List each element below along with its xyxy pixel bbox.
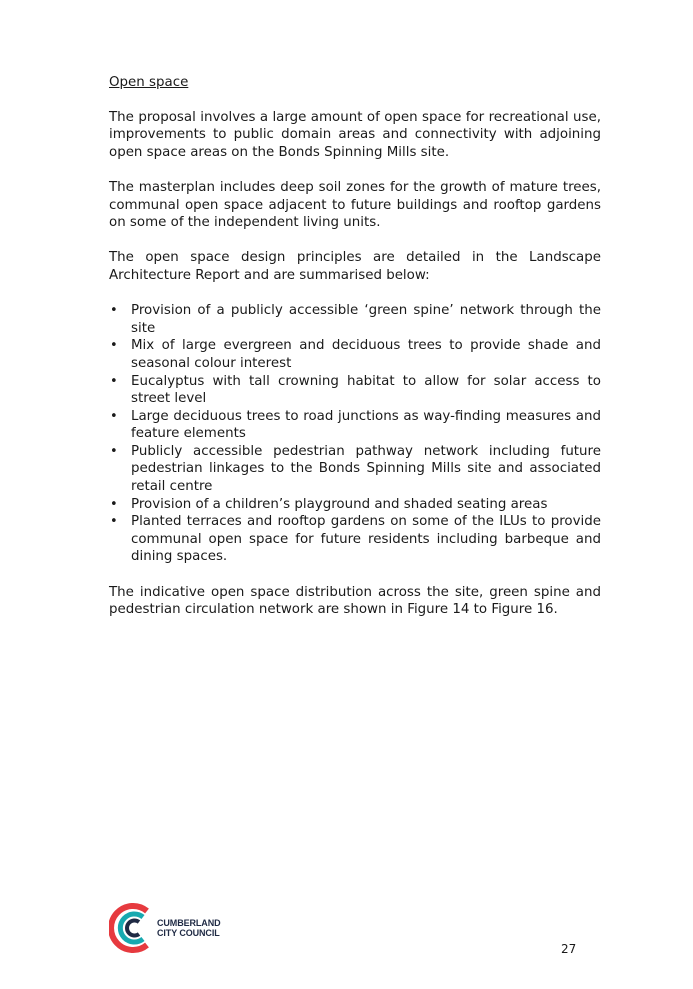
list-item-text: Eucalyptus with tall crowning habitat to allow for solar access to street level bbox=[131, 373, 601, 407]
logo-line-1: CUMBERLAND bbox=[157, 918, 221, 928]
bullet-icon: • bbox=[110, 443, 118, 459]
bullet-icon: • bbox=[110, 514, 118, 530]
paragraph-proposal: The proposal involves a large amount of open space for recreational use, improvements to public domain areas and connectivity with adjoining open space areas on the Bonds Spinning Mills site. bbox=[109, 109, 601, 160]
paragraph-masterplan: The masterplan includes deep soil zones for the growth of mature trees, communal open space adjacent to future buildings and rooftop gardens on some of the independent living units. bbox=[109, 179, 601, 231]
logo-line-2: CITY COUNCIL bbox=[157, 928, 220, 938]
list-item-text: Planted terraces and rooftop gardens on some of the ILUs to provide communal open space for future residents including barbeque and dining spaces. bbox=[131, 514, 601, 565]
list-item bbox=[109, 373, 601, 408]
list-item bbox=[109, 408, 601, 443]
document-body bbox=[109, 74, 601, 636]
bullet-icon: • bbox=[110, 338, 118, 354]
list-item bbox=[109, 302, 601, 337]
list-item-text: Large deciduous trees to road junctions as way-finding measures and feature elements bbox=[131, 408, 601, 442]
list-item-text: Publicly accessible pedestrian pathway network including future pedestrian linkages to the Bonds Spinning Mills site and associated retail centre bbox=[131, 443, 601, 495]
council-logo bbox=[109, 902, 239, 954]
bullet-icon: • bbox=[110, 373, 118, 389]
council-logo-wordmark bbox=[157, 918, 221, 938]
list-item bbox=[109, 513, 601, 566]
list-item-text: Provision of a publicly accessible ‘green spine’ network through the site bbox=[131, 303, 601, 336]
list-item bbox=[109, 443, 601, 496]
bullet-icon: • bbox=[110, 303, 118, 319]
list-item-text: Provision of a children’s playground and shaded seating areas bbox=[131, 496, 548, 512]
paragraph-design-principles: The open space design principles are detailed in the Landscape Architecture Report and are summarised below: bbox=[109, 250, 601, 283]
list-item-text: Mix of large evergreen and deciduous trees to provide shade and seasonal colour interest bbox=[131, 338, 601, 371]
bullet-icon: • bbox=[110, 496, 118, 512]
page-number: 27 bbox=[561, 942, 577, 956]
section-heading: Open space bbox=[109, 75, 189, 90]
paragraph-figures: The indicative open space distribution across the site, green spine and pedestrian circulation network are shown in Figure 14 to Figure 16. bbox=[109, 584, 601, 618]
list-item bbox=[109, 496, 601, 514]
list-item bbox=[109, 337, 601, 372]
council-logo-icon bbox=[109, 902, 155, 954]
bullet-icon: • bbox=[110, 408, 118, 424]
principles-list bbox=[109, 302, 601, 566]
